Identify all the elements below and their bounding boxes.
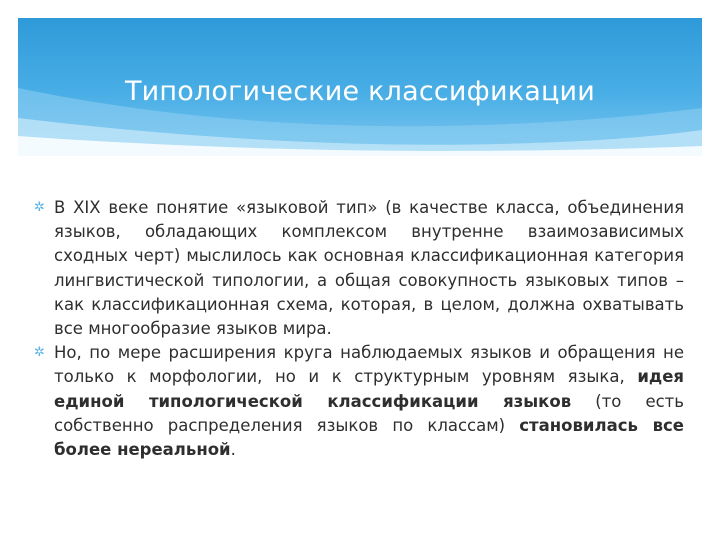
title-banner (18, 18, 702, 156)
bullet-item-2 (34, 341, 684, 462)
bullet-text-2-bold-2: становилась все более нереальной (54, 415, 685, 460)
bullet-text-2-part-1: Но, по мере расширения круга наблюдаемых языков и обращения не только к морфологии, но и к структурным уровням языка, (54, 343, 684, 387)
slide-title: Типологические классификации (124, 76, 596, 107)
asterisk-bullet-icon: ✲ (34, 200, 45, 215)
bullet-item-1 (34, 196, 684, 341)
bullet-text-2-part-2: (то есть собственно распределения языков по классам) (54, 391, 685, 435)
slide-body (34, 196, 684, 462)
bullet-text-1: В XIX веке понятие «языковой тип» (в качестве класса, объединения языков, обладающих комплексом внутренне взаимозависимых сходных черт) мыслилось как основная классификационная категория лингвистической типологии, а общая совокупность языковых типов – как классификационная схема, которая, в целом, должна охватывать все многообразие языков мира. (54, 198, 684, 339)
bullet-text-2-part-3: . (230, 440, 236, 460)
bullet-text-2-bold-1: идея единой типологической классификации языков (54, 367, 684, 411)
asterisk-bullet-icon: ✲ (34, 345, 45, 361)
